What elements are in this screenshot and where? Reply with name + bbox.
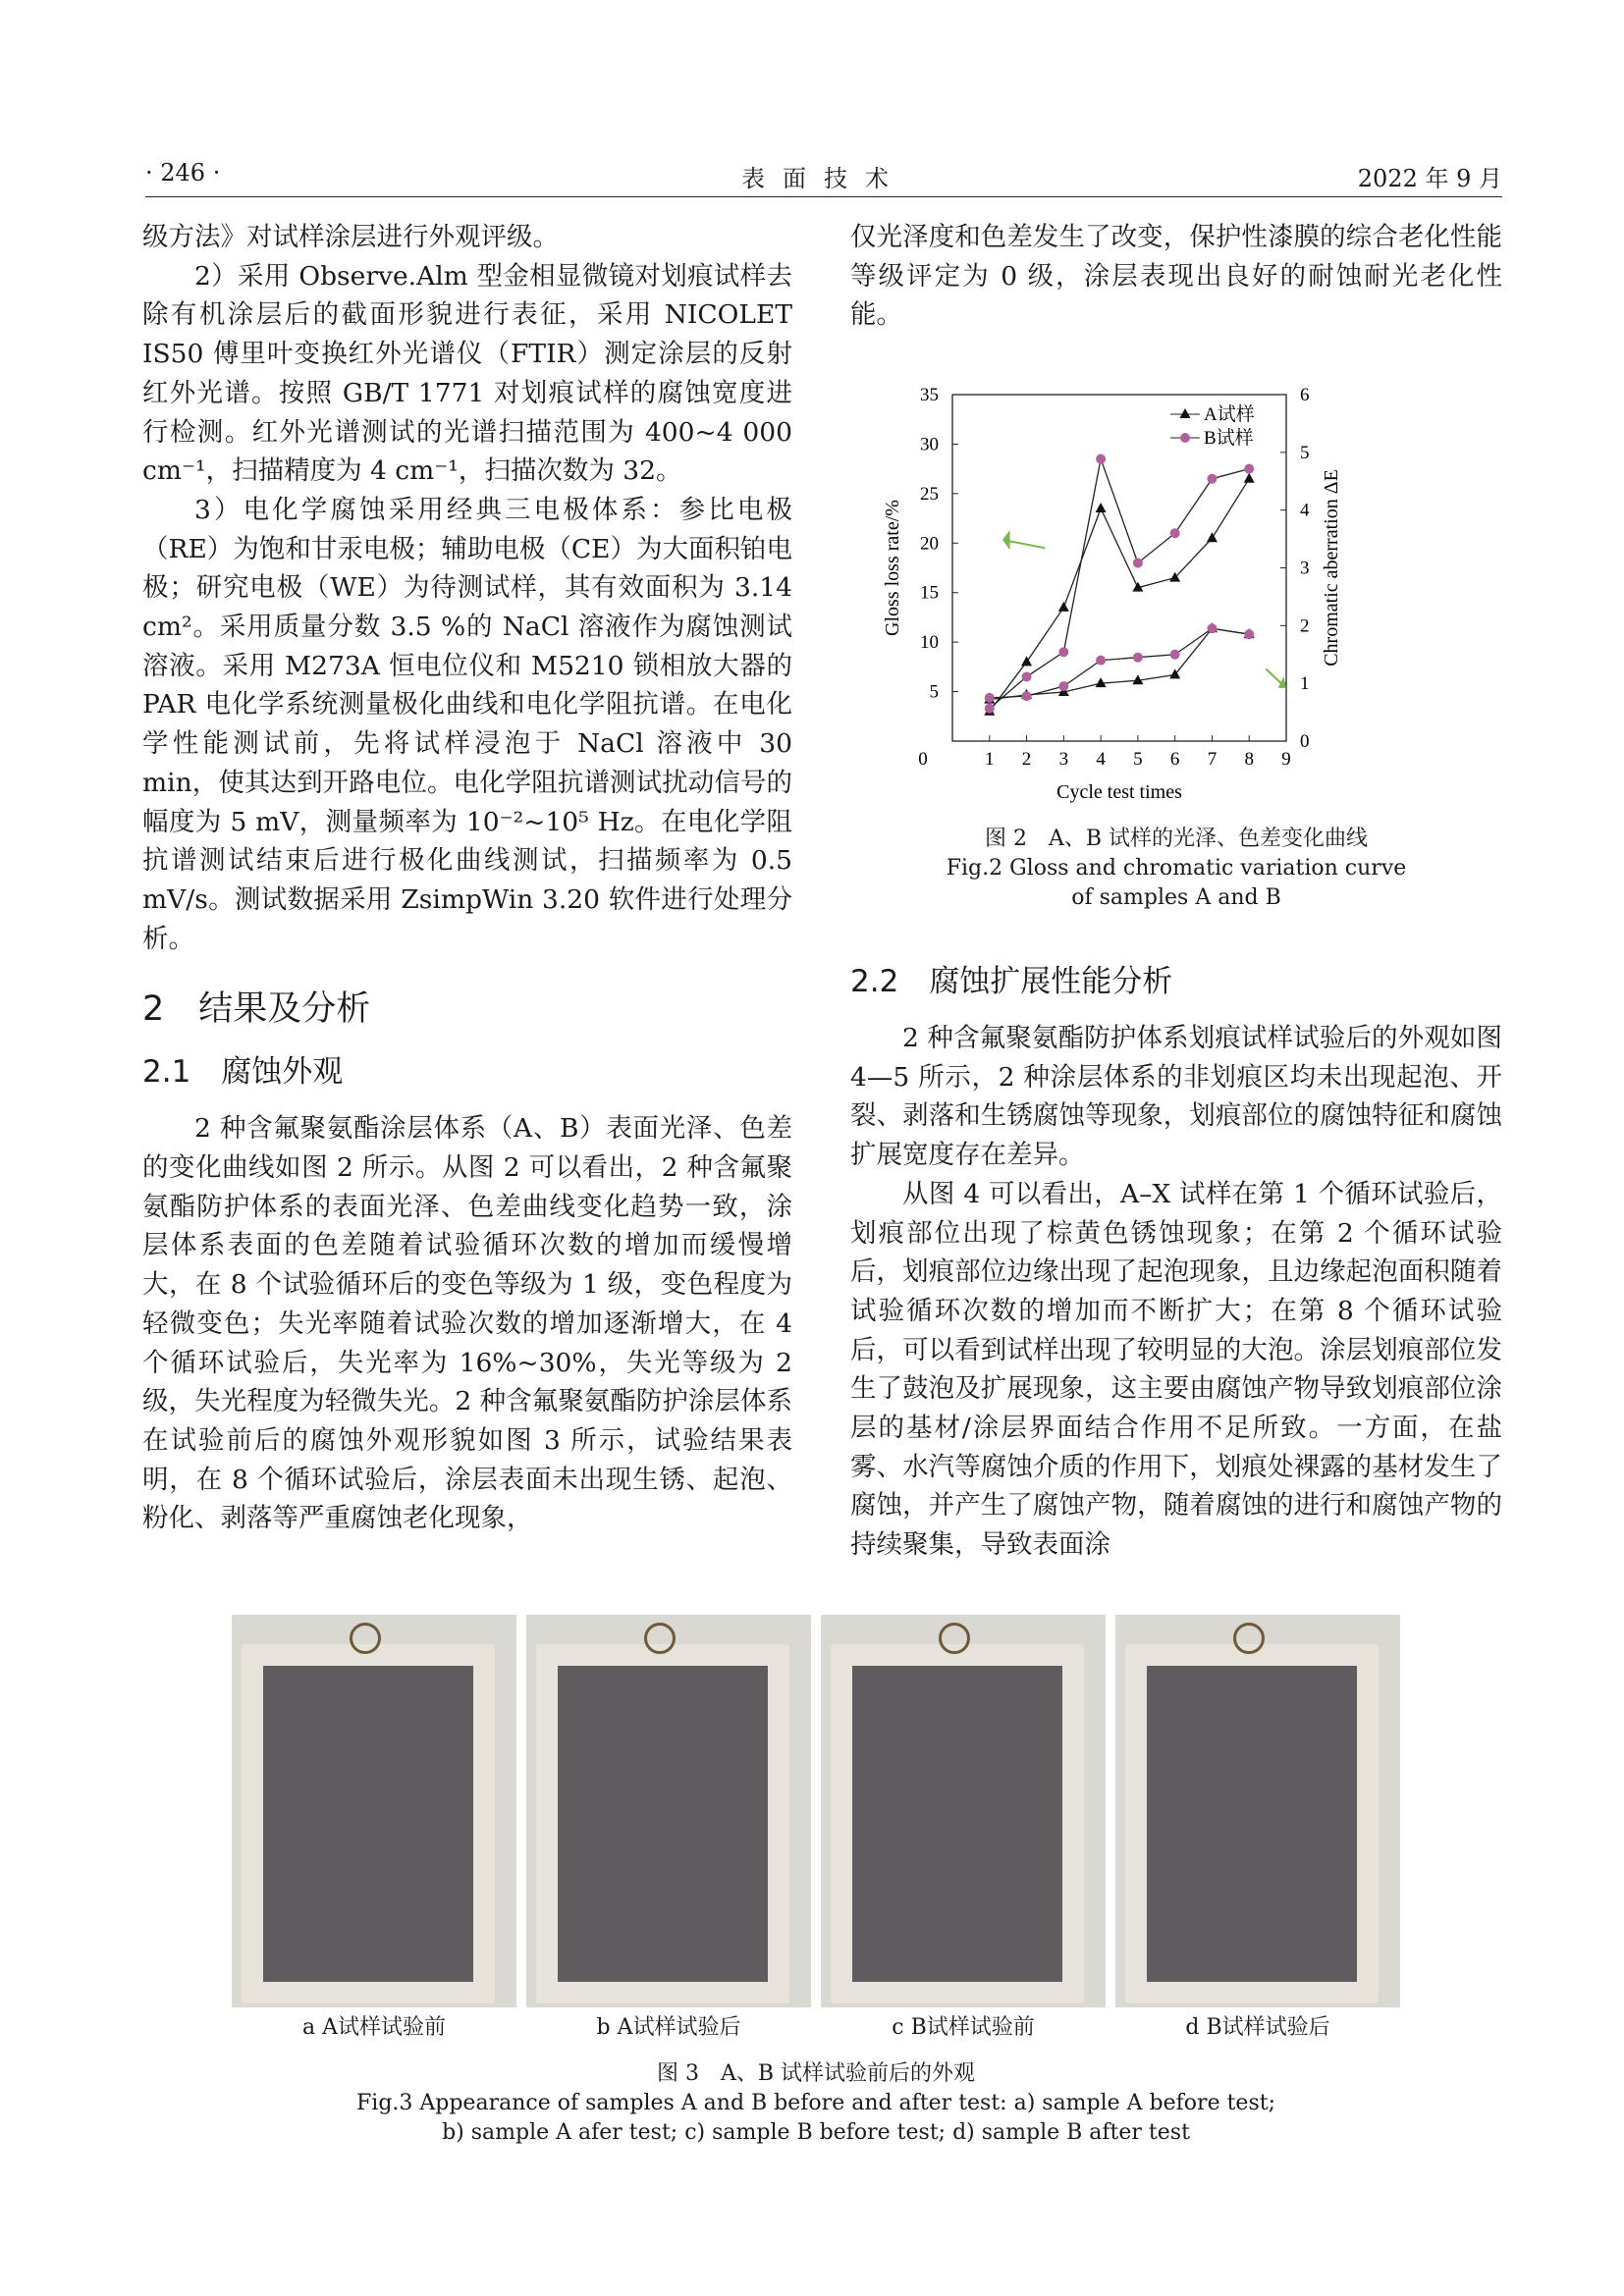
x-tick-label: 6 <box>1169 749 1180 770</box>
y-right-tick-label: 3 <box>1300 558 1310 579</box>
sample-photo <box>232 1615 516 2007</box>
issue-date: 2022 年 9 月 <box>1357 165 1502 192</box>
gloss-chromatic-chart <box>864 373 1443 815</box>
figure-3-caption <box>232 2059 1400 2148</box>
figure-2-caption <box>850 825 1502 913</box>
y-left-tick-label: 15 <box>920 582 939 604</box>
legend-marker <box>1180 408 1191 418</box>
photo-label: a A试样试验前 <box>302 2015 446 2040</box>
running-header <box>145 157 1502 197</box>
y-right-tick-label: 0 <box>1300 731 1310 752</box>
data-point <box>985 704 995 714</box>
data-point <box>1244 473 1255 483</box>
y-left-tick-label: 5 <box>929 681 939 703</box>
subsection-heading: 2.1 腐蚀外观 <box>142 1054 344 1091</box>
legend-label: B试样 <box>1204 428 1254 449</box>
y-left-tick-label: 25 <box>920 483 939 505</box>
sample-photo <box>1115 1615 1400 2007</box>
y-right-axis-label: Chromatic aberration ΔE <box>1321 469 1342 667</box>
x-tick-label: 1 <box>985 749 995 770</box>
y-right-tick-label: 1 <box>1300 673 1310 695</box>
right-column-bottom <box>850 962 1502 1565</box>
left-axis-arrow <box>1004 540 1046 548</box>
data-point <box>1096 454 1106 464</box>
x-tick-label: 9 <box>1281 749 1291 770</box>
right-column-top <box>850 218 1502 335</box>
y-right-tick-label: 6 <box>1300 385 1310 405</box>
caption-en: of samples A and B <box>1071 885 1281 910</box>
y-left-tick-label: 35 <box>920 385 939 405</box>
data-point <box>1022 691 1032 701</box>
x-tick-label: 8 <box>1244 749 1254 770</box>
x-tick-label: 3 <box>1058 749 1069 770</box>
y-right-tick-label: 4 <box>1300 500 1310 521</box>
y-right-tick-label: 2 <box>1300 615 1310 637</box>
y-right-tick-label: 5 <box>1300 442 1310 463</box>
x-tick-label: 0 <box>918 749 928 770</box>
y-left-axis-label: Gloss loss rate/% <box>882 500 903 636</box>
sample-photo <box>821 1615 1106 2007</box>
data-point <box>1244 464 1254 474</box>
x-tick-label: 5 <box>1133 749 1143 770</box>
figure-3-photos <box>232 1615 1400 2007</box>
journal-title: 表面技术 <box>741 165 906 192</box>
y-left-tick-label: 10 <box>920 632 939 654</box>
caption-en: Fig.2 Gloss and chromatic variation curve <box>946 856 1407 881</box>
page-number: · 246 · <box>145 159 221 187</box>
data-point <box>1207 532 1218 542</box>
paragraph: 3）电化学腐蚀采用经典三电极体系：参比电极（RE）为饱和甘汞电极；辅助电极（CE）为大面积铂电极；研究电极（WE）为待测试样，其有效面积为 3.14 cm²。采用质量分数 3.5 %的 NaCl 溶液作为腐蚀测试溶液。采用 M273A 恒电位仪和 M5210 锁相放大器的 PAR 电化学系统测量极化曲线和电化学阻抗谱。在电化学性能测试前，先将试样浸泡于 NaCl 溶液中 30 min，使其达到开路电位。电化学阻抗谱测试扰动信号的幅度为 5 mV，测量频率为 10⁻²~10⁵ Hz。在电化学阻抗谱测试结束后进行极化曲线测试，扫描频率为 0.5 mV/s。测试数据采用 ZsimpWin 3.20 软件进行处理分析。 <box>142 494 792 954</box>
legend-marker <box>1180 433 1190 443</box>
left-column <box>142 218 792 1538</box>
data-point <box>1058 602 1069 612</box>
caption-en: Fig.3 Appearance of samples A and B before and after test: a) sample A before test; <box>356 2091 1275 2115</box>
x-tick-label: 4 <box>1096 749 1106 770</box>
x-tick-label: 7 <box>1207 749 1218 770</box>
caption-en: b) sample A afer test; c) sample B before test; d) sample B after test <box>442 2120 1190 2145</box>
paragraph: 仅光泽度和色差发生了改变，保护性漆膜的综合老化性能等级评定为 0 级，涂层表现出良好的耐蚀耐光老化性能。 <box>850 222 1502 331</box>
y-left-tick-label: 20 <box>920 533 939 555</box>
left-axis-arrowhead <box>1002 530 1010 550</box>
x-axis-label: Cycle test times <box>1056 781 1182 803</box>
data-point <box>1058 647 1068 657</box>
paragraph: 2 种含氟聚氨酯涂层体系（A、B）表面光泽、色差的变化曲线如图 2 所示。从图 2 可以看出，2 种含氟聚氨酯防护体系的表面光泽、色差曲线变化趋势一致，涂层体系表面的色差随着试验循环次数的增加而缓慢增大，在 8 个试验循环后的变色等级为 1 级，变色程度为轻微变色；失光率随着试验次数的增加逐渐增大，在 4 个循环试验后，失光率为 16%~30%，失光等级为 2 级，失光程度为轻微失光。2 种含氟聚氨酯防护涂层体系在试验前后的腐蚀外观形貌如图 3 所示，试验结果表明，在 8 个循环试验后，涂层表面未出现生锈、起泡、粉化、剥落等严重腐蚀老化现象， <box>142 1113 792 1534</box>
data-point <box>1022 671 1032 681</box>
data-point <box>1170 650 1180 660</box>
paragraph: 2）采用 Observe.Alm 型金相显微镜对划痕试样去除有机涂层后的截面形貌进行表征，采用 NICOLET IS50 傅里叶变换红外光谱仪（FTIR）测定涂层的反射红外光谱。按照 GB/T 1771 对划痕试样的腐蚀宽度进行检测。红外光谱测试的光谱扫描范围为 400~4 000 cm⁻¹，扫描精度为 4 cm⁻¹，扫描次数为 32。 <box>142 260 792 487</box>
y-left-tick-label: 30 <box>920 434 939 455</box>
caption-cn: 图 2 A、B 试样的光泽、色差变化曲线 <box>984 827 1369 851</box>
data-point <box>1207 474 1217 484</box>
data-point <box>1058 681 1068 691</box>
paragraph: 级方法》对试样涂层进行外观评级。 <box>142 222 559 252</box>
photo-label: c B试样试验前 <box>892 2015 1035 2040</box>
paragraph: 从图 4 可以看出，A–X 试样在第 1 个循环试验后，划痕部位出现了棕黄色锈蚀现象；在第 2 个循环试验后，划痕部位边缘出现了起泡现象，且边缘起泡面积随着试验循环次数的增加而不断扩大；在第 8 个循环试验后，可以看到试样出现了较明显的大泡。涂层划痕部位发生了鼓泡及扩展现象，这主要由腐蚀产物导致划痕部位涂层的基材/涂层界面结合作用不足所致。一方面，在盐雾、水汽等腐蚀介质的作用下，划痕处裸露的基材发生了腐蚀，并产生了腐蚀产物，随着腐蚀的进行和腐蚀产物的持续聚集，导致表面涂 <box>850 1178 1502 1561</box>
photo-label: b A试样试验后 <box>596 2015 741 2040</box>
photo-label: d B试样试验后 <box>1185 2015 1330 2040</box>
caption-cn: 图 3 A、B 试样试验前后的外观 <box>656 2061 976 2086</box>
section-heading: 2 结果及分析 <box>142 989 371 1030</box>
series-line <box>990 459 1249 709</box>
legend-label: A试样 <box>1204 404 1255 425</box>
paragraph: 2 种含氟聚氨酯防护体系划痕试样试验后的外观如图 4—5 所示，2 种涂层体系的非划痕区均未出现起泡、开裂、剥落和生锈腐蚀等现象，划痕部位的腐蚀特征和腐蚀扩展宽度存在差异。 <box>850 1023 1502 1171</box>
data-point <box>1244 629 1254 639</box>
data-point <box>1133 558 1143 567</box>
x-tick-label: 2 <box>1021 749 1032 770</box>
data-point <box>1207 623 1217 633</box>
data-point <box>1170 528 1180 538</box>
data-point <box>1133 653 1143 663</box>
data-point <box>985 693 995 703</box>
data-point <box>1096 677 1107 687</box>
subsection-heading: 2.2 腐蚀扩展性能分析 <box>850 964 1173 999</box>
data-point <box>1096 656 1106 666</box>
sample-photo <box>526 1615 811 2007</box>
data-point <box>1096 503 1107 512</box>
